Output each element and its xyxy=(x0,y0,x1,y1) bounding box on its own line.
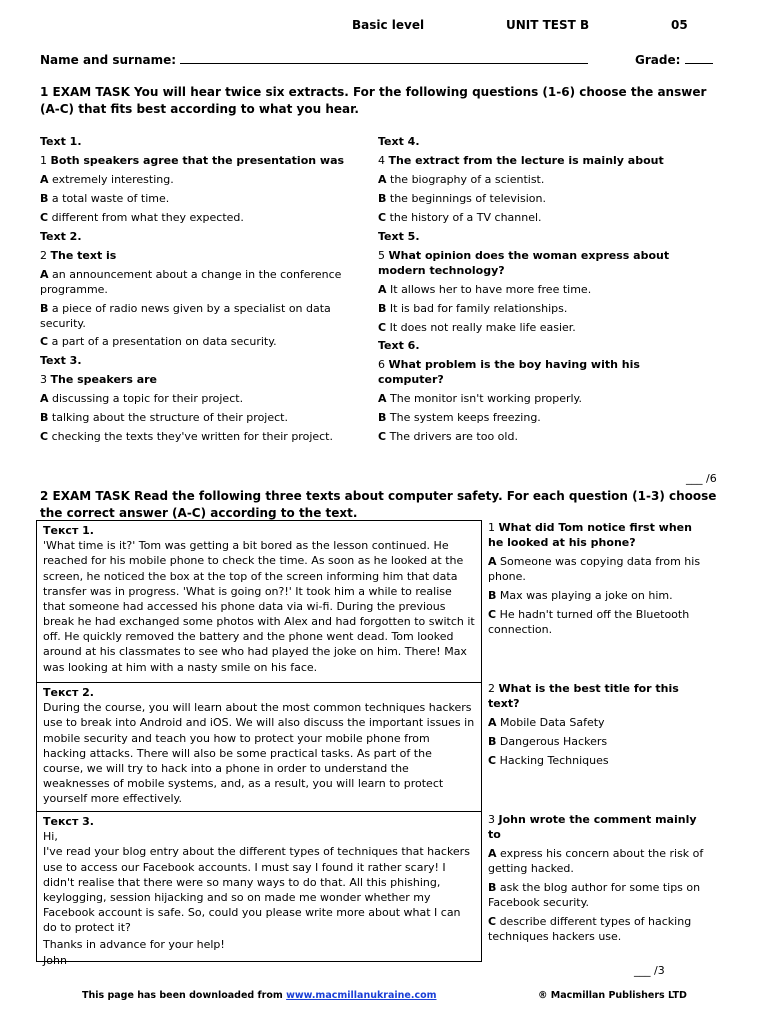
answer-option[interactable] xyxy=(378,302,708,317)
question xyxy=(40,249,350,264)
name-field xyxy=(40,52,588,68)
option-text: Hacking Techniques xyxy=(499,753,609,767)
question-number: 3 xyxy=(488,813,495,826)
question-text: What is the best title for this text? xyxy=(488,682,679,710)
option-letter: A xyxy=(378,392,387,406)
footer-copyright: ® Macmillan Publishers LTD xyxy=(538,990,687,1001)
reading-text-label: Текст 2. xyxy=(43,686,94,699)
reading-text-label: Текст 1. xyxy=(43,524,94,537)
option-text: The drivers are too old. xyxy=(389,430,518,444)
grade-label: Grade: xyxy=(635,53,681,67)
option-letter: B xyxy=(40,191,49,205)
text-heading: Text 3. xyxy=(40,354,82,368)
option-text: the beginnings of television. xyxy=(389,191,546,205)
option-text: He hadn't turned off the Bluetooth connection. xyxy=(488,607,690,636)
answer-option[interactable] xyxy=(378,392,708,407)
question-text: The extract from the lecture is mainly about xyxy=(388,153,664,167)
reading-text-paragraph: Hi, xyxy=(43,830,58,844)
option-letter: C xyxy=(40,210,49,224)
text-heading: Text 4. xyxy=(378,135,420,148)
reading-text-paragraph: 'What time is it?' Tom was getting a bit bored as the lesson continued. He reached for his mobile phone to check the time. As soon as he looked at the screen, he noticed the box at the top of the screen informing him that data transfer was in progress. 'What is going on?!' It took him a while to realise that someone had accessed his phone data via wi-fi. During the previous break he had exchanged some photos with Alex and had forgotten to switch it off. He quickly removed the battery and the phone went dead. Tom looked around at his classmates to see who had played the joke on him. There! Max was looking at him with a nasty smile on his face. xyxy=(43,539,475,674)
question-number: 2 xyxy=(488,682,495,695)
option-text: a total waste of time. xyxy=(51,191,170,205)
option-letter: A xyxy=(488,715,497,729)
answer-option[interactable] xyxy=(378,321,708,336)
option-letter: B xyxy=(40,301,49,315)
option-text: express his concern about the risk of getting hacked. xyxy=(488,846,704,875)
option-text: different from what they expected. xyxy=(51,210,244,224)
reading-text-label: Текст 3. xyxy=(43,815,94,828)
answer-option[interactable] xyxy=(488,881,713,911)
question-number: 2 xyxy=(40,248,47,262)
answer-option[interactable] xyxy=(378,430,708,445)
reading-text-paragraph: John xyxy=(43,953,67,967)
test-label: UNIT TEST B xyxy=(506,18,590,32)
task2-instruction: 2 EXAM TASK Read the following three texts about computer safety. For each question (1-3) choose the correct answer (A-C) according to the text. xyxy=(40,489,717,520)
question-text: What problem is the boy having with his computer? xyxy=(378,358,640,387)
option-letter: A xyxy=(488,846,497,860)
answer-option[interactable] xyxy=(378,283,708,298)
option-letter: C xyxy=(488,914,497,928)
question-number: 1 xyxy=(488,521,495,534)
option-letter: B xyxy=(378,411,387,425)
question-text: Both speakers agree that the presentation was xyxy=(50,153,345,167)
option-letter: B xyxy=(488,734,497,748)
task1-score: ___ /6 xyxy=(686,472,717,485)
question xyxy=(488,521,708,551)
question xyxy=(488,813,713,843)
answer-option[interactable] xyxy=(488,555,708,585)
question xyxy=(40,154,350,169)
text-heading: Text 6. xyxy=(378,339,420,353)
option-text: the history of a TV channel. xyxy=(389,210,542,224)
question-text: The text is xyxy=(50,248,117,262)
task2-question-2 xyxy=(488,682,708,773)
answer-option[interactable] xyxy=(40,192,350,207)
spacer xyxy=(378,445,708,449)
reading-text-paragraph: During the course, you will learn about the most common techniques hackers use to break into Android and iOS. We will also discuss the important issues in mobile security and teach you how to protect your mobile phone from hacking attacks. There will also be some practical tasks. As part of the course, we will try to hack into a phone in order to understand the weaknesses of mobile systems, and, as a result, you will learn to protect yourself more effectively. xyxy=(43,701,475,806)
option-text: extremely interesting. xyxy=(52,172,174,186)
question-number: 4 xyxy=(378,153,385,167)
spacer xyxy=(488,769,708,773)
footer-link[interactable]: www.macmillanukraine.com xyxy=(286,990,437,1001)
answer-option[interactable] xyxy=(488,847,713,877)
option-text: discussing a topic for their project. xyxy=(52,392,244,406)
question-text: What opinion does the woman express about modern technology? xyxy=(378,248,670,277)
option-letter: A xyxy=(378,282,387,296)
level-label: Basic level xyxy=(352,18,425,32)
question xyxy=(40,373,350,388)
answer-option[interactable] xyxy=(378,411,708,426)
spacer xyxy=(40,445,350,449)
answer-option[interactable] xyxy=(488,589,708,604)
grade-line[interactable] xyxy=(685,63,713,64)
option-letter: C xyxy=(488,607,497,621)
option-letter: B xyxy=(378,301,387,315)
question xyxy=(378,249,708,279)
option-text: It allows her to have more free time. xyxy=(390,282,592,296)
test-number: 05 xyxy=(671,18,688,32)
answer-option[interactable] xyxy=(40,302,350,332)
answer-option[interactable] xyxy=(40,268,350,298)
option-letter: C xyxy=(488,753,497,767)
option-text: checking the texts they've written for their project. xyxy=(51,430,333,444)
option-letter: A xyxy=(40,392,49,406)
option-letter: B xyxy=(488,880,497,894)
option-letter: C xyxy=(40,335,49,349)
answer-option[interactable] xyxy=(488,915,713,945)
option-text: The system keeps freezing. xyxy=(389,411,541,425)
option-letter: A xyxy=(40,172,49,186)
name-line[interactable] xyxy=(180,63,588,64)
answer-option[interactable] xyxy=(488,754,708,769)
name-label: Name and surname: xyxy=(40,53,177,67)
task2-question-1 xyxy=(488,521,708,642)
option-text: talking about the structure of their project. xyxy=(51,411,288,425)
question xyxy=(378,154,708,169)
option-letter: B xyxy=(378,191,387,205)
option-text: an announcement about a change in the conference programme. xyxy=(40,267,342,296)
task2-score: ___ /3 xyxy=(634,964,665,977)
answer-option[interactable] xyxy=(40,392,350,407)
answer-option[interactable] xyxy=(40,173,350,188)
option-letter: A xyxy=(488,554,497,568)
option-text: It does not really make life easier. xyxy=(389,320,576,334)
task1-instruction: 1 EXAM TASK You will hear twice six extracts. For the following questions (1-6) choose the answer (A-C) that fits best according to what you hear. xyxy=(40,85,707,117)
footer-download xyxy=(82,990,437,1003)
question-number: 1 xyxy=(40,153,47,167)
answer-option[interactable] xyxy=(40,335,350,350)
reading-text-3 xyxy=(36,811,482,967)
text-heading: Text 2. xyxy=(40,229,82,243)
option-text: Mobile Data Safety xyxy=(500,715,605,729)
option-text: a part of a presentation on data security. xyxy=(51,335,277,349)
question xyxy=(378,358,708,388)
answer-option[interactable] xyxy=(40,211,350,226)
reading-text-1 xyxy=(36,520,482,683)
footer-download-text: This page has been downloaded from xyxy=(82,990,283,1001)
question xyxy=(488,682,708,712)
task1-left-column xyxy=(40,135,350,449)
reading-text-paragraph: I've read your blog entry about the different types of techniques that hackers use to access our Facebook accounts. I must say I found it rather scary! I didn't realise that there were so many ways to do that. All this phishing, keylogging, session hijacking and so on made me wonder whether my Facebook account is safe. So, could you please write more about what I can do to protect it? xyxy=(43,845,470,935)
option-text: It is bad for family relationships. xyxy=(389,301,568,315)
answer-option[interactable] xyxy=(378,211,708,226)
option-letter: B xyxy=(488,588,497,602)
option-letter: A xyxy=(378,172,387,186)
option-letter: C xyxy=(378,210,387,224)
task1-right-column xyxy=(378,135,708,449)
option-text: a piece of radio news given by a specialist on data security. xyxy=(40,301,331,330)
option-letter: C xyxy=(378,320,387,334)
answer-option[interactable] xyxy=(378,173,708,188)
answer-option[interactable] xyxy=(488,608,708,638)
reading-text-paragraph: Thanks in advance for your help! xyxy=(43,938,225,952)
question-number: 5 xyxy=(378,248,385,262)
answer-option[interactable] xyxy=(40,430,350,445)
grade-field xyxy=(635,52,713,68)
question-text: What did Tom notice first when he looked at his phone? xyxy=(488,521,692,549)
option-text: ask the blog author for some tips on Facebook security. xyxy=(488,880,701,909)
question-number: 3 xyxy=(40,373,47,387)
question-text: The speakers are xyxy=(50,373,158,387)
text-heading: Text 5. xyxy=(378,229,420,243)
question-number: 6 xyxy=(378,358,385,372)
option-text: Dangerous Hackers xyxy=(499,734,608,748)
task2-question-3 xyxy=(488,813,713,949)
answer-option[interactable] xyxy=(378,192,708,207)
option-text: Someone was copying data from his phone. xyxy=(488,554,701,583)
reading-text-2 xyxy=(36,682,482,812)
option-text: Max was playing a joke on him. xyxy=(499,588,673,602)
answer-option[interactable] xyxy=(40,411,350,426)
option-letter: C xyxy=(378,430,387,444)
spacer xyxy=(488,945,713,949)
option-text: the biography of a scientist. xyxy=(390,172,545,186)
answer-option[interactable] xyxy=(488,735,708,750)
option-letter: B xyxy=(40,411,49,425)
spacer xyxy=(488,638,708,642)
question-text: John wrote the comment mainly to xyxy=(488,813,697,841)
answer-option[interactable] xyxy=(488,716,708,731)
option-letter: C xyxy=(40,430,49,444)
option-letter: A xyxy=(40,267,49,281)
option-text: The monitor isn't working properly. xyxy=(390,392,582,406)
text-heading: Text 1. xyxy=(40,135,82,148)
option-text: describe different types of hacking techniques hackers use. xyxy=(488,914,692,943)
